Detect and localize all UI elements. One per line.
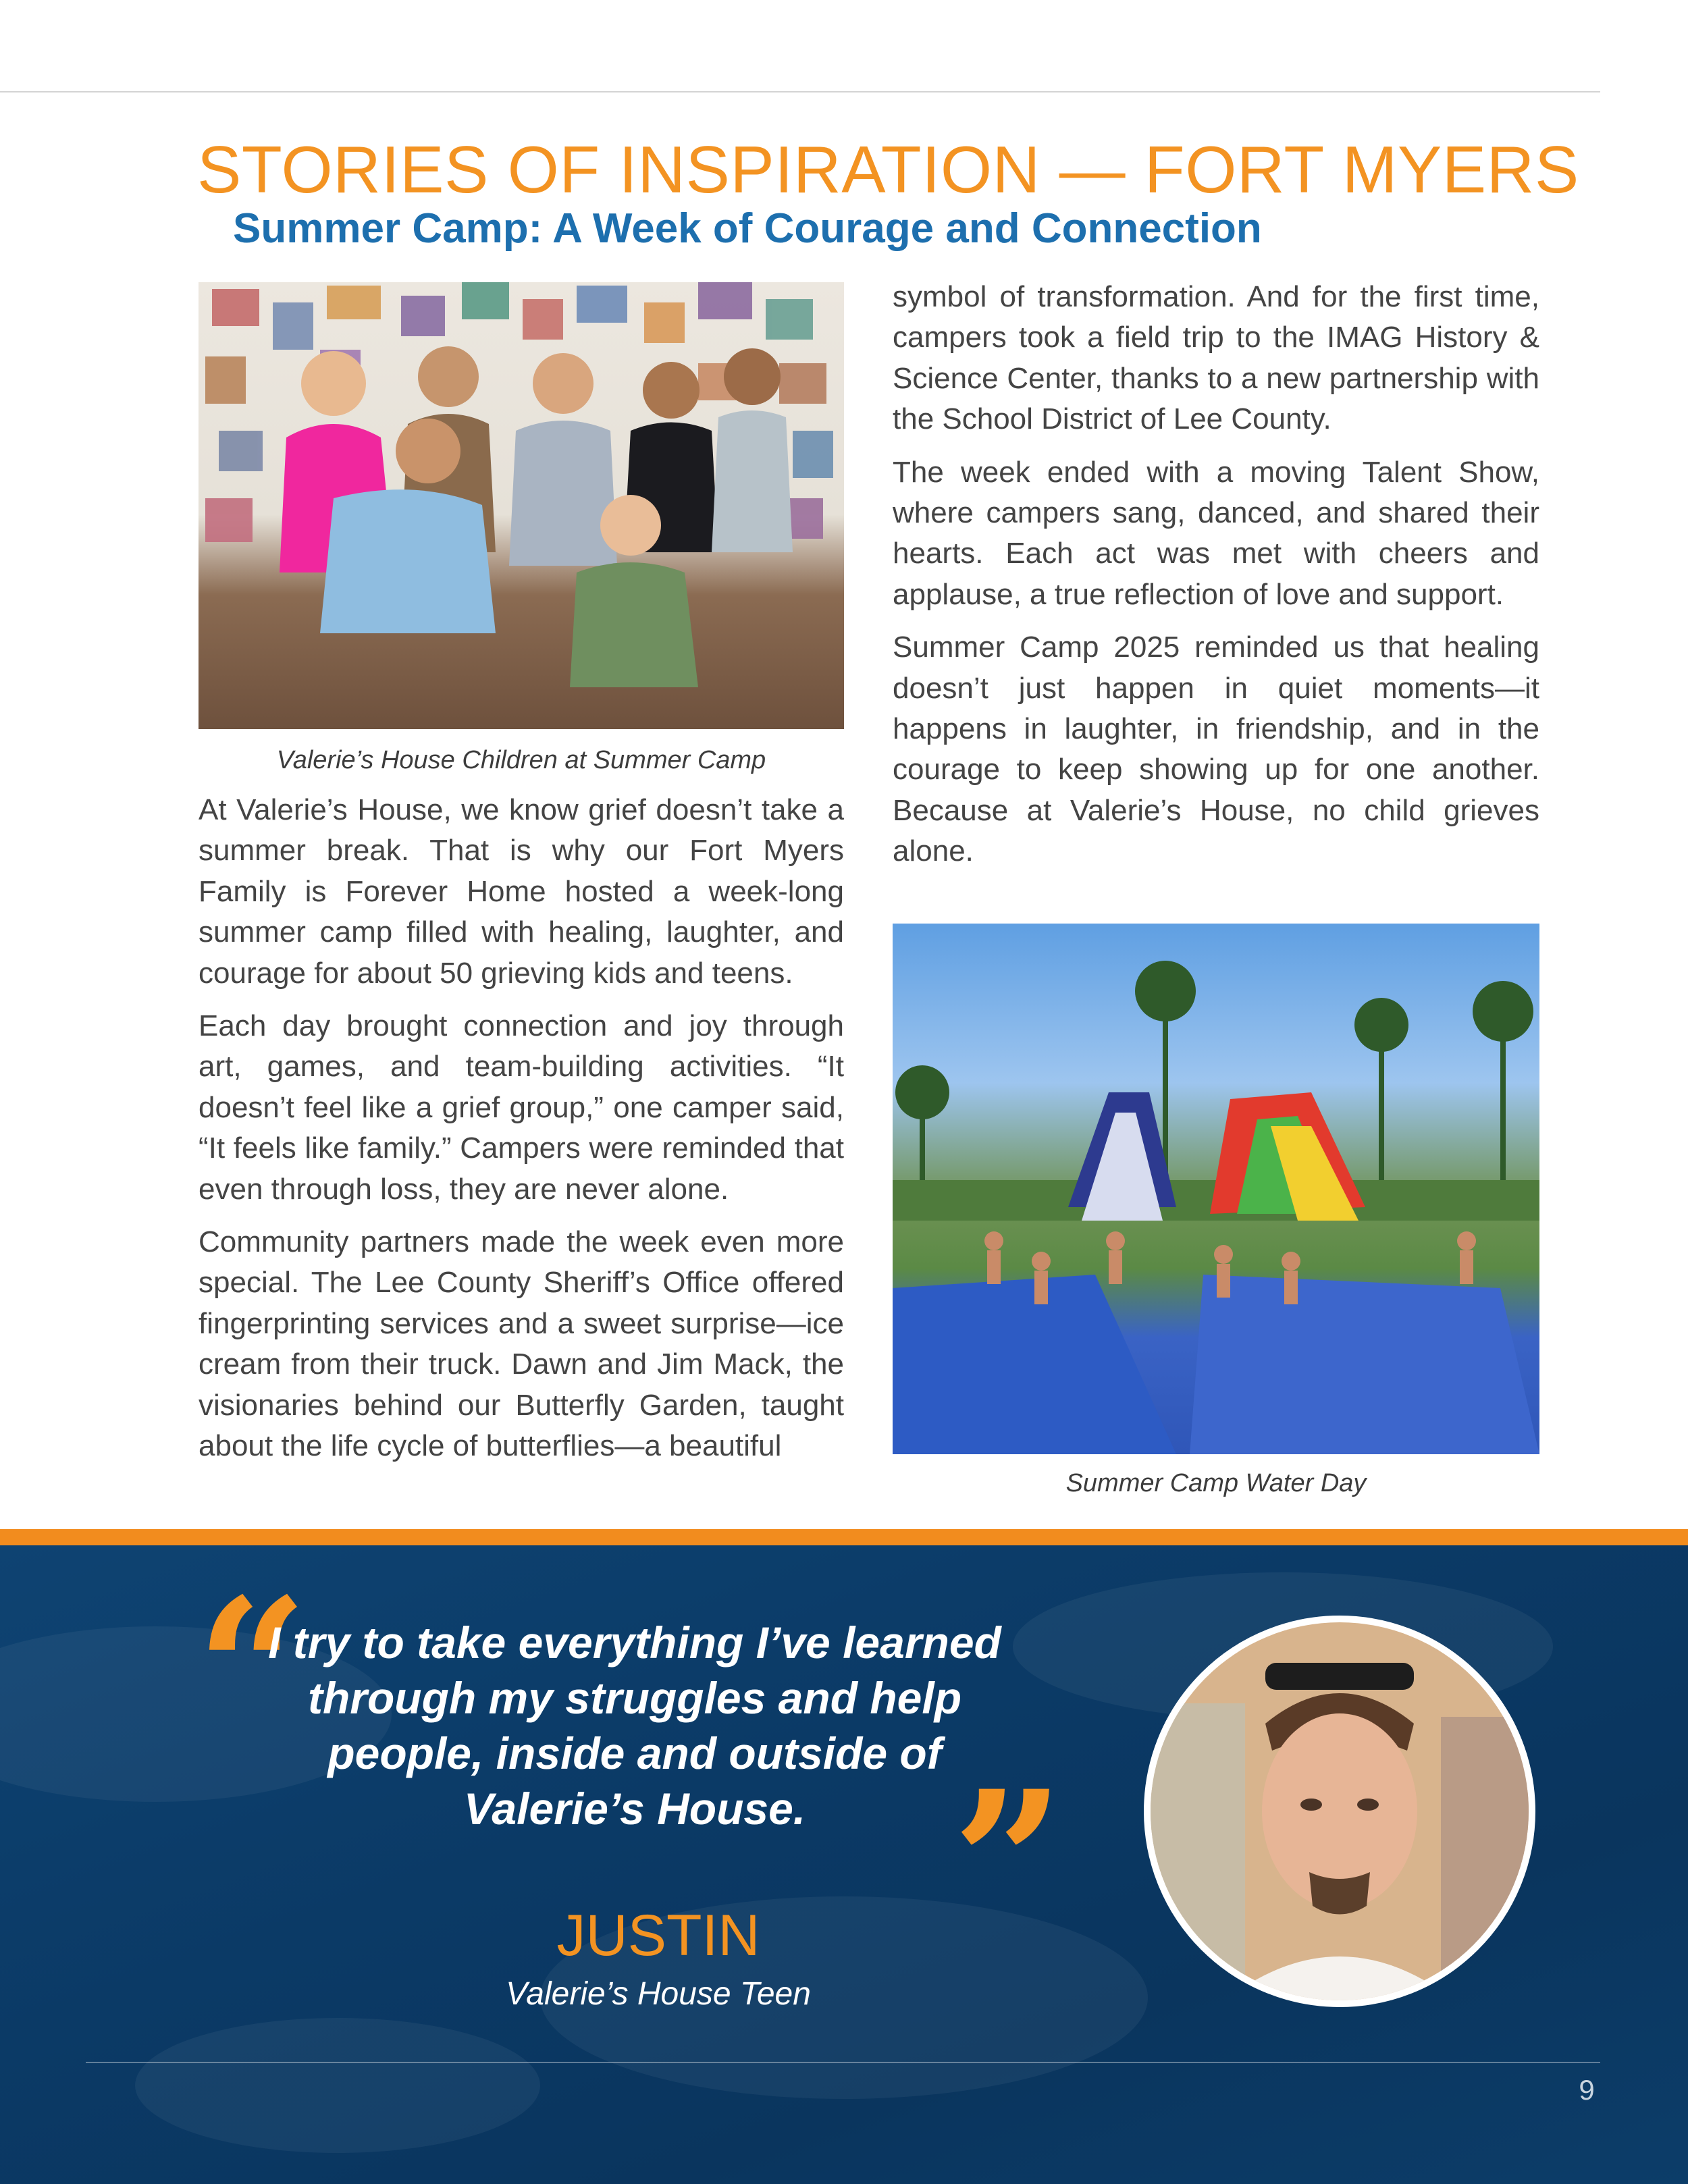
top-divider [0, 91, 1600, 92]
kids-photo-caption: Valerie’s House Children at Summer Camp [276, 746, 766, 774]
water-day-caption: Summer Camp Water Day [1065, 1469, 1367, 1497]
article-subtitle: Summer Camp: A Week of Courage and Connection [233, 205, 1262, 252]
paragraph: The week ended with a moving Talent Show, where campers sang, danced, and shared their hearts. Each act was met with cheers and applause, a true reflection of love and support. [893, 455, 1539, 611]
background-cloud [135, 2018, 540, 2153]
paragraph: Each day brought connection and joy through art, games, and team-building activities. “It doesn’t feel like a grief group,” one camper said, “It feels like family.” Campers were reminded that even through loss, they are never alone. [199, 1009, 844, 1206]
avatar [1144, 1616, 1535, 2007]
article-left-column [199, 790, 844, 1479]
page-number: 9 [1579, 2074, 1595, 2106]
close-quote-icon: ” [952, 1749, 1065, 1978]
footer-divider [86, 2062, 1600, 2063]
testimonial-name: JUSTIN [556, 1903, 760, 1968]
article-right-column [893, 277, 1539, 884]
paragraph: Summer Camp 2025 reminded us that healing doesn’t just happen in quiet moments—it happens in laughter, in friendship, and in the courage to keep showing up for one another. Because at Valerie’s House, no child grieves alone. [893, 631, 1539, 868]
kids-photo [199, 282, 844, 729]
section-divider-band [0, 1529, 1688, 1545]
testimonial-quote: I try to take everything I’ve learned through my struggles and help people, inside and outside of Valerie’s House. [268, 1618, 1001, 1834]
testimonial-role: Valerie’s House Teen [506, 1976, 811, 2012]
paragraph: At Valerie’s House, we know grief doesn’t take a summer break. That is why our Fort Myers Family is Forever Home hosted a week-long summer camp filled with healing, laughter, and courage for about 50 grieving kids and teens. [199, 793, 844, 990]
water-day-photo [893, 924, 1539, 1454]
page-title: STORIES OF INSPIRATION — FORT MYERS [197, 132, 1579, 207]
paragraph: Community partners made the week even more special. The Lee County Sheriff’s Office offered fingerprinting services and a sweet surprise—ice cream from their truck. Dawn and Jim Mack, the visionaries behind our Butterfly Garden, taught about the life cycle of butterflies—a beautiful [199, 1225, 844, 1463]
paragraph: symbol of transformation. And for the first time, campers took a field trip to the IMAG History & Science Center, thanks to a new partnership with the School District of Lee County. [893, 280, 1539, 436]
open-quote-icon: “ [196, 1556, 309, 1786]
